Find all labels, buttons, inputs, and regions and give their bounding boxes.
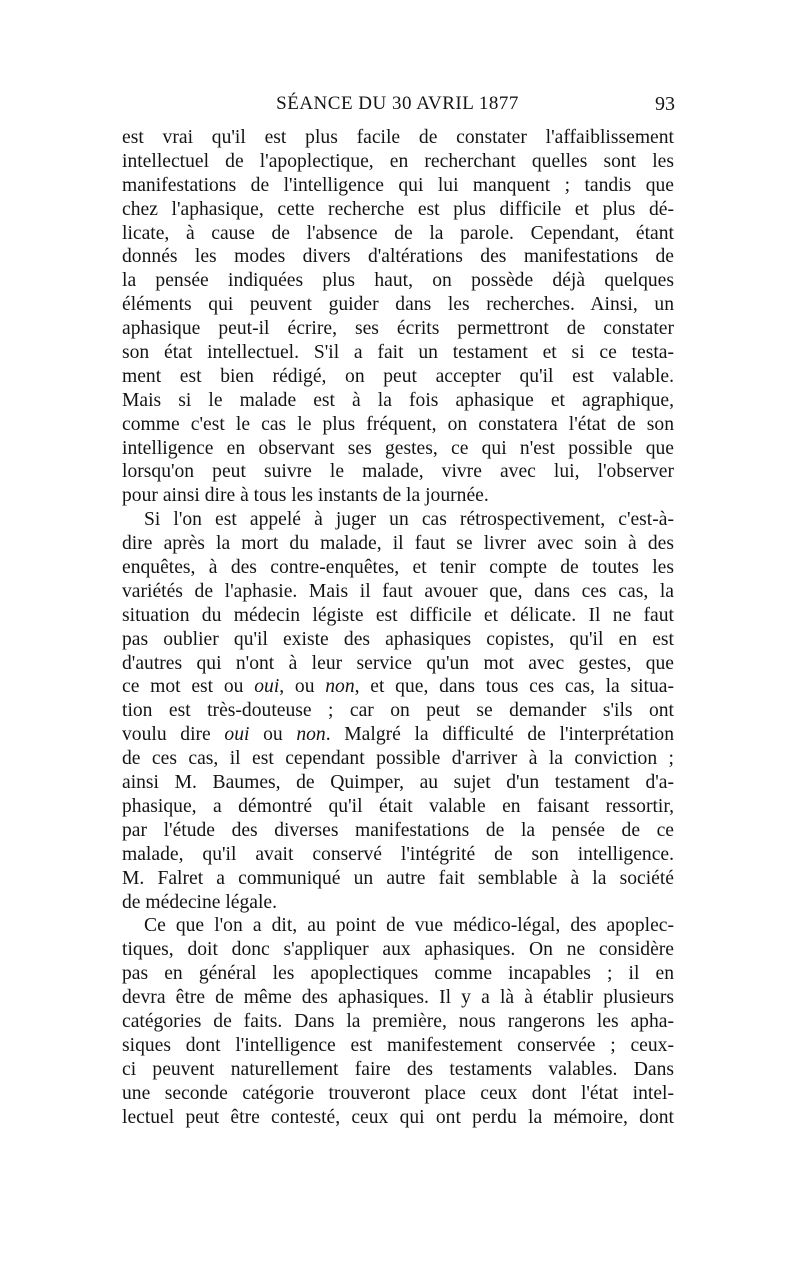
text-line: de médecine légale. bbox=[122, 891, 278, 913]
text-line: la pensée indiquées plus haut, on possède déjà quelques bbox=[122, 270, 674, 292]
text-line: tiques, doit donc s'appliquer aux aphasiques. On ne considère bbox=[122, 939, 674, 961]
text-line: siques dont l'intelligence est manifestement conservée ; ceux- bbox=[122, 1034, 674, 1056]
text-line: situation du médecin légiste est difficile et délicate. Il ne faut bbox=[122, 604, 674, 626]
text-line: intellectuel de l'apoplectique, en recherchant quelles sont les bbox=[122, 150, 674, 172]
text-line: catégories de faits. Dans la première, nous rangerons les apha- bbox=[122, 1010, 674, 1032]
text-line: ce mot est ou oui, ou non, et que, dans tous ces cas, la situa- bbox=[122, 676, 674, 698]
text-line: lorsqu'on peut suivre le malade, vivre avec lui, l'observer bbox=[122, 461, 674, 483]
text-line: phasique, a démontré qu'il était valable en faisant ressortir, bbox=[122, 795, 674, 817]
page-number: 93 bbox=[655, 93, 675, 115]
text-line: licate, à cause de l'absence de la parole. Cependant, étant bbox=[122, 222, 674, 244]
text-line: aphasique peut-il écrire, ses écrits permettront de constater bbox=[122, 318, 674, 340]
running-title: SÉANCE DU 30 AVRIL 1877 bbox=[276, 93, 519, 114]
text-line: pas oublier qu'il existe des aphasiques copistes, qu'il en est bbox=[122, 628, 674, 650]
text-line: est vrai qu'il est plus facile de constater l'affaiblissement bbox=[122, 127, 674, 148]
text-line: tion est très-douteuse ; car on peut se demander s'ils ont bbox=[122, 700, 674, 722]
text-line: lectuel peut être contesté, ceux qui ont perdu la mémoire, dont bbox=[122, 1106, 674, 1128]
text-line: manifestations de l'intelligence qui lui manquent ; tandis que bbox=[122, 174, 674, 196]
text-line: intelligence en observant ses gestes, ce qui n'est possible que bbox=[122, 437, 674, 459]
text-line: malade, qu'il avait conservé l'intégrité de son intelligence. bbox=[122, 843, 674, 865]
running-head bbox=[120, 92, 675, 116]
text-line: enquêtes, à des contre-enquêtes, et tenir compte de toutes les bbox=[122, 557, 674, 579]
text-line: éléments qui peuvent guider dans les recherches. Ainsi, un bbox=[122, 294, 674, 316]
text-line: de ces cas, il est cependant possible d'arriver à la conviction ; bbox=[122, 748, 674, 770]
text-line: Ce que l'on a dit, au point de vue médico-légal, des apoplec- bbox=[144, 915, 674, 937]
text-line: dire après la mort du malade, il faut se livrer avec soin à des bbox=[122, 533, 674, 555]
text-line: pour ainsi dire à tous les instants de la journée. bbox=[122, 485, 489, 507]
text-line: pas en général les apoplectiques comme incapables ; il en bbox=[122, 963, 674, 985]
text-line: ainsi M. Baumes, de Quimper, au sujet d'un testament d'a- bbox=[122, 772, 674, 794]
text-line: son état intellectuel. S'il a fait un testament et si ce testa- bbox=[122, 342, 674, 364]
text-line: devra être de même des aphasiques. Il y a là à établir plusieurs bbox=[122, 987, 674, 1009]
text-line: donnés les modes divers d'altérations des manifestations de bbox=[122, 246, 674, 268]
text-line: chez l'aphasique, cette recherche est plus difficile et plus dé- bbox=[122, 198, 674, 220]
text-line: voulu dire oui ou non. Malgré la difficulté de l'interprétation bbox=[122, 724, 675, 746]
text-line: une seconde catégorie trouveront place ceux dont l'état intel- bbox=[122, 1082, 674, 1104]
text-line: M. Falret a communiqué un autre fait semblable à la société bbox=[122, 867, 674, 889]
text-line: comme c'est le cas le plus fréquent, on constatera l'état de son bbox=[122, 413, 674, 435]
text-line: Si l'on est appelé à juger un cas rétrospectivement, c'est-à- bbox=[144, 509, 674, 531]
text-line: ment est bien rédigé, on peut accepter qu'il est valable. bbox=[122, 365, 674, 387]
text-line: d'autres qui n'ont à leur service qu'un mot avec gestes, que bbox=[122, 652, 674, 674]
body-text bbox=[122, 126, 674, 1129]
text-line: ci peuvent naturellement faire des testaments valables. Dans bbox=[122, 1058, 674, 1080]
text-line: par l'étude des diverses manifestations de la pensée de ce bbox=[122, 819, 674, 841]
text-line: variétés de l'aphasie. Mais il faut avouer que, dans ces cas, la bbox=[122, 580, 674, 602]
text-line: Mais si le malade est à la fois aphasique et agraphique, bbox=[122, 389, 674, 411]
